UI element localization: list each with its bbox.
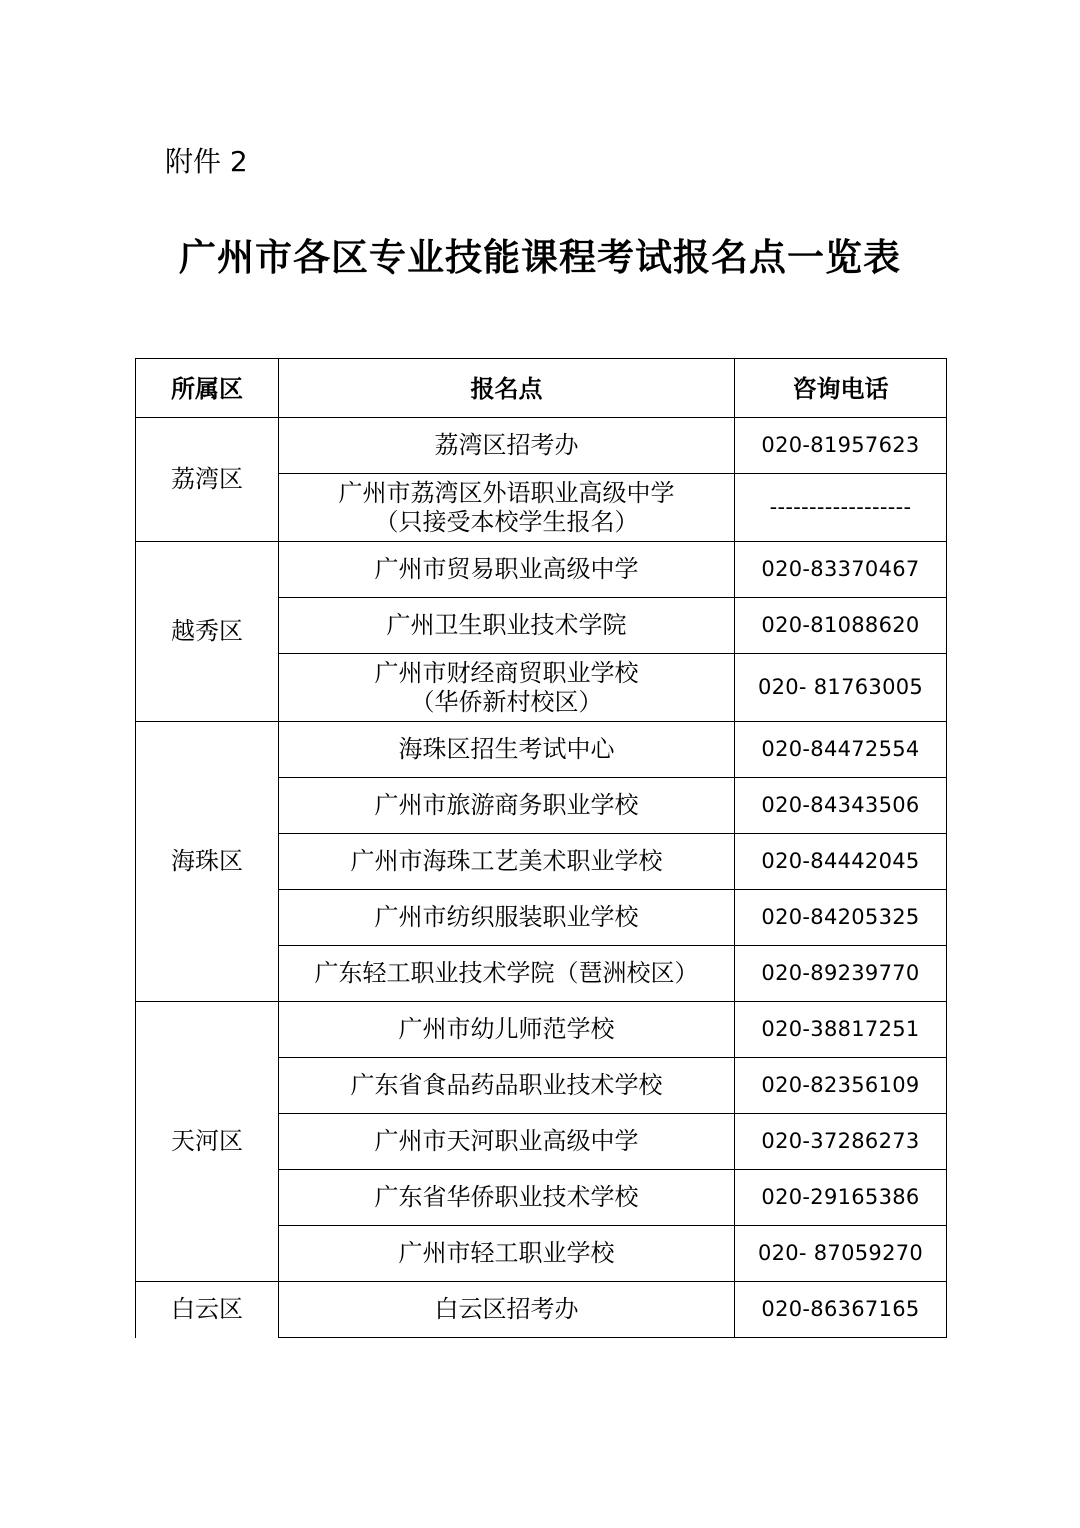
phone-cell: 020-81957623 [735,418,947,474]
phone-cell: 020-84472554 [735,722,947,778]
site-name: 广州市轻工职业学校 [398,1239,615,1267]
site-name: 海珠区招生考试中心 [398,735,615,763]
table-body [136,418,947,1338]
site-cell [279,722,735,778]
site-cell [279,598,735,654]
site-cell [279,834,735,890]
site-cell [279,474,735,542]
phone-cell: 020-86367165 [735,1282,947,1338]
site-name: 广州市贸易职业高级中学 [374,555,639,583]
table-row [136,1282,947,1338]
site-cell [279,654,735,722]
phone-cell: 020-82356109 [735,1058,947,1114]
page-title: 广州市各区专业技能课程考试报名点一览表 [179,236,901,279]
district-cell: 越秀区 [136,542,279,722]
table-row [136,1002,947,1058]
site-name: 广州市财经商贸职业学校 [374,658,639,687]
site-name: 广州卫生职业技术学院 [386,611,627,639]
phone-cell: 020-84442045 [735,834,947,890]
table-header-row [136,359,947,418]
site-name: 荔湾区招考办 [434,431,579,459]
phone-cell: 020-37286273 [735,1114,947,1170]
attachment-label: 附件 2 [165,145,248,178]
phone-cell: 020-81088620 [735,598,947,654]
phone-cell: 020-83370467 [735,542,947,598]
header-district: 所属区 [136,359,279,418]
phone-cell: 020-84343506 [735,778,947,834]
site-cell [279,1282,735,1338]
site-cell [279,890,735,946]
phone-cell: 020- 81763005 [735,654,947,722]
site-name: 广东省食品药品职业技术学校 [350,1071,663,1099]
district-cell: 海珠区 [136,722,279,1002]
site-cell [279,418,735,474]
site-cell [279,778,735,834]
phone-cell: 020-84205325 [735,890,947,946]
district-cell: 天河区 [136,1002,279,1282]
header-site: 报名点 [279,359,735,418]
site-cell [279,946,735,1002]
site-name: 白云区招考办 [434,1295,579,1323]
site-cell [279,1226,735,1282]
site-name: 广州市旅游商务职业学校 [374,791,639,819]
site-cell [279,1058,735,1114]
district-cell: 白云区 [136,1282,279,1338]
phone-cell: ------------------ [735,474,947,542]
header-phone: 咨询电话 [735,359,947,418]
district-cell: 荔湾区 [136,418,279,542]
site-name: 广州市海珠工艺美术职业学校 [350,847,663,875]
registration-sites-table [135,358,947,1338]
site-name: 广州市荔湾区外语职业高级中学 [338,478,675,507]
site-cell [279,1002,735,1058]
site-note: （华侨新村校区） [410,687,603,716]
table-row [136,722,947,778]
site-note: （只接受本校学生报名） [374,507,639,536]
phone-cell: 020- 87059270 [735,1226,947,1282]
site-cell [279,1170,735,1226]
table-row [136,542,947,598]
table-row [136,418,947,474]
site-cell [279,542,735,598]
phone-cell: 020-89239770 [735,946,947,1002]
site-name: 广东轻工职业技术学院（琶洲校区） [314,959,699,987]
phone-cell: 020-38817251 [735,1002,947,1058]
phone-cell: 020-29165386 [735,1170,947,1226]
site-name: 广州市幼儿师范学校 [398,1015,615,1043]
site-name: 广州市天河职业高级中学 [374,1127,639,1155]
site-cell [279,1114,735,1170]
site-name: 广东省华侨职业技术学校 [374,1183,639,1211]
site-name: 广州市纺织服装职业学校 [374,903,639,931]
